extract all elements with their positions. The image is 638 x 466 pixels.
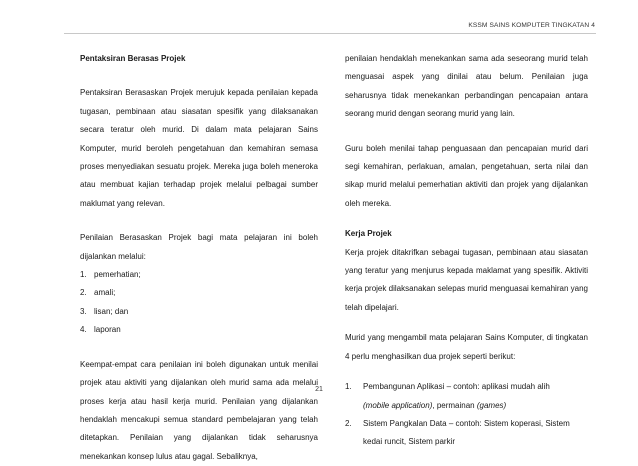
list-item [80, 266, 318, 284]
spacer [80, 213, 318, 229]
spacer [80, 340, 318, 356]
spacer [345, 366, 588, 378]
list-connector: , permainan [432, 400, 477, 410]
paragraph: penilaian hendaklah menekankan sama ada seseorang murid telah menguasai aspek yang dinilai atau belum. Penilaian juga seharusnya tidak menekankan perbandingan pencapaian antara seorang murid dengan seorang murid yang lain. [345, 54, 588, 119]
list-italic-term: (mobile application) [363, 400, 433, 410]
spacer [345, 317, 588, 329]
list-number: 1. [80, 270, 87, 280]
paragraph: Keempat-empat cara penilaian ini boleh digunakan untuk menilai projek atau aktiviti yang dijalankan oleh murid sama ada melalui proses kerja atau hasil kerja murid. Penilaian yang dijalankan hendaklah mencakupi semua standard pembelajaran yang telah ditetapkan. Penilaian yang dijalankan tidak seharusnya menekankan konsep lulus atau gagal. Sebaliknya, [80, 359, 318, 461]
list-text: laporan [94, 325, 121, 335]
list-italic-term: (games) [476, 400, 507, 410]
list-text: Pembangunan Aplikasi – contoh: aplikasi mudah alih [363, 382, 550, 392]
section-heading-pentaksiran: Pentaksiran Berasas Projek [80, 54, 186, 63]
list-subline [363, 397, 588, 415]
running-header: KSSM SAINS KOMPUTER TINGKATAN 4 [468, 22, 595, 29]
left-column [80, 50, 318, 466]
paragraph: Kerja projek ditakrifkan sebagai tugasan, pembinaan atau siasatan yang teratur yang menjurus kepada maklamat yang spesifik. Aktiviti kerja projek dilaksanakan selepas murid menguasai kemahiran yang telah dipelajari. [345, 247, 588, 312]
list-text: Sistem Pangkalan Data – contoh: Sistem koperasi, Sistem kedai runcit, Sistem parkir [363, 418, 570, 447]
list-item [80, 303, 318, 321]
list-number: 2. [80, 288, 87, 298]
assessment-method-list [80, 266, 318, 340]
list-number: 1. [345, 382, 352, 392]
list-text: amali; [94, 288, 116, 298]
header-rule [64, 33, 596, 34]
list-text: pemerhatian; [94, 270, 141, 280]
spacer [345, 213, 588, 225]
list-number: 4. [80, 325, 87, 335]
list-item [80, 321, 318, 339]
list-item [345, 415, 588, 452]
list-item [80, 284, 318, 302]
paragraph: Pentaksiran Berasaskan Projek merujuk kepada penilaian kepada tugasan, pembinaan atau siasatan spesifik yang dilaksanakan secara teratur oleh murid. Di dalam mata pelajaran Sains Komputer, murid beroleh pengetahuan dan kemahiran semasa proses menyediakan sesuatu projek. Mereka juga boleh meneroka atau membuat kajian terhadap projek melalui pelbagai sumber maklumat yang relevan. [80, 88, 318, 208]
page-number: 21 [315, 386, 323, 393]
list-number: 3. [80, 306, 87, 316]
spacer [345, 124, 588, 140]
spacer [80, 68, 318, 84]
section-heading-kerja-projek: Kerja Projek [345, 229, 392, 239]
list-item [345, 378, 588, 415]
list-text: lisan; dan [94, 306, 129, 316]
paragraph: Murid yang mengambil mata pelajaran Sains Komputer, di tingkatan 4 perlu menghasilkan dua projek seperti berikut: [345, 333, 588, 361]
list-number: 2. [345, 418, 352, 428]
paragraph: Guru boleh menilai tahap penguasaan dan pencapaian murid dari segi kemahiran, perlakuan, amalan, pengetahuan, serta nilai dan sikap murid melalui pemerhatian aktiviti dan projek yang dijalankan oleh mereka. [345, 143, 588, 208]
paragraph: Penilaian Berasaskan Projek bagi mata pelajaran ini boleh dijalankan melalui: [80, 233, 318, 261]
